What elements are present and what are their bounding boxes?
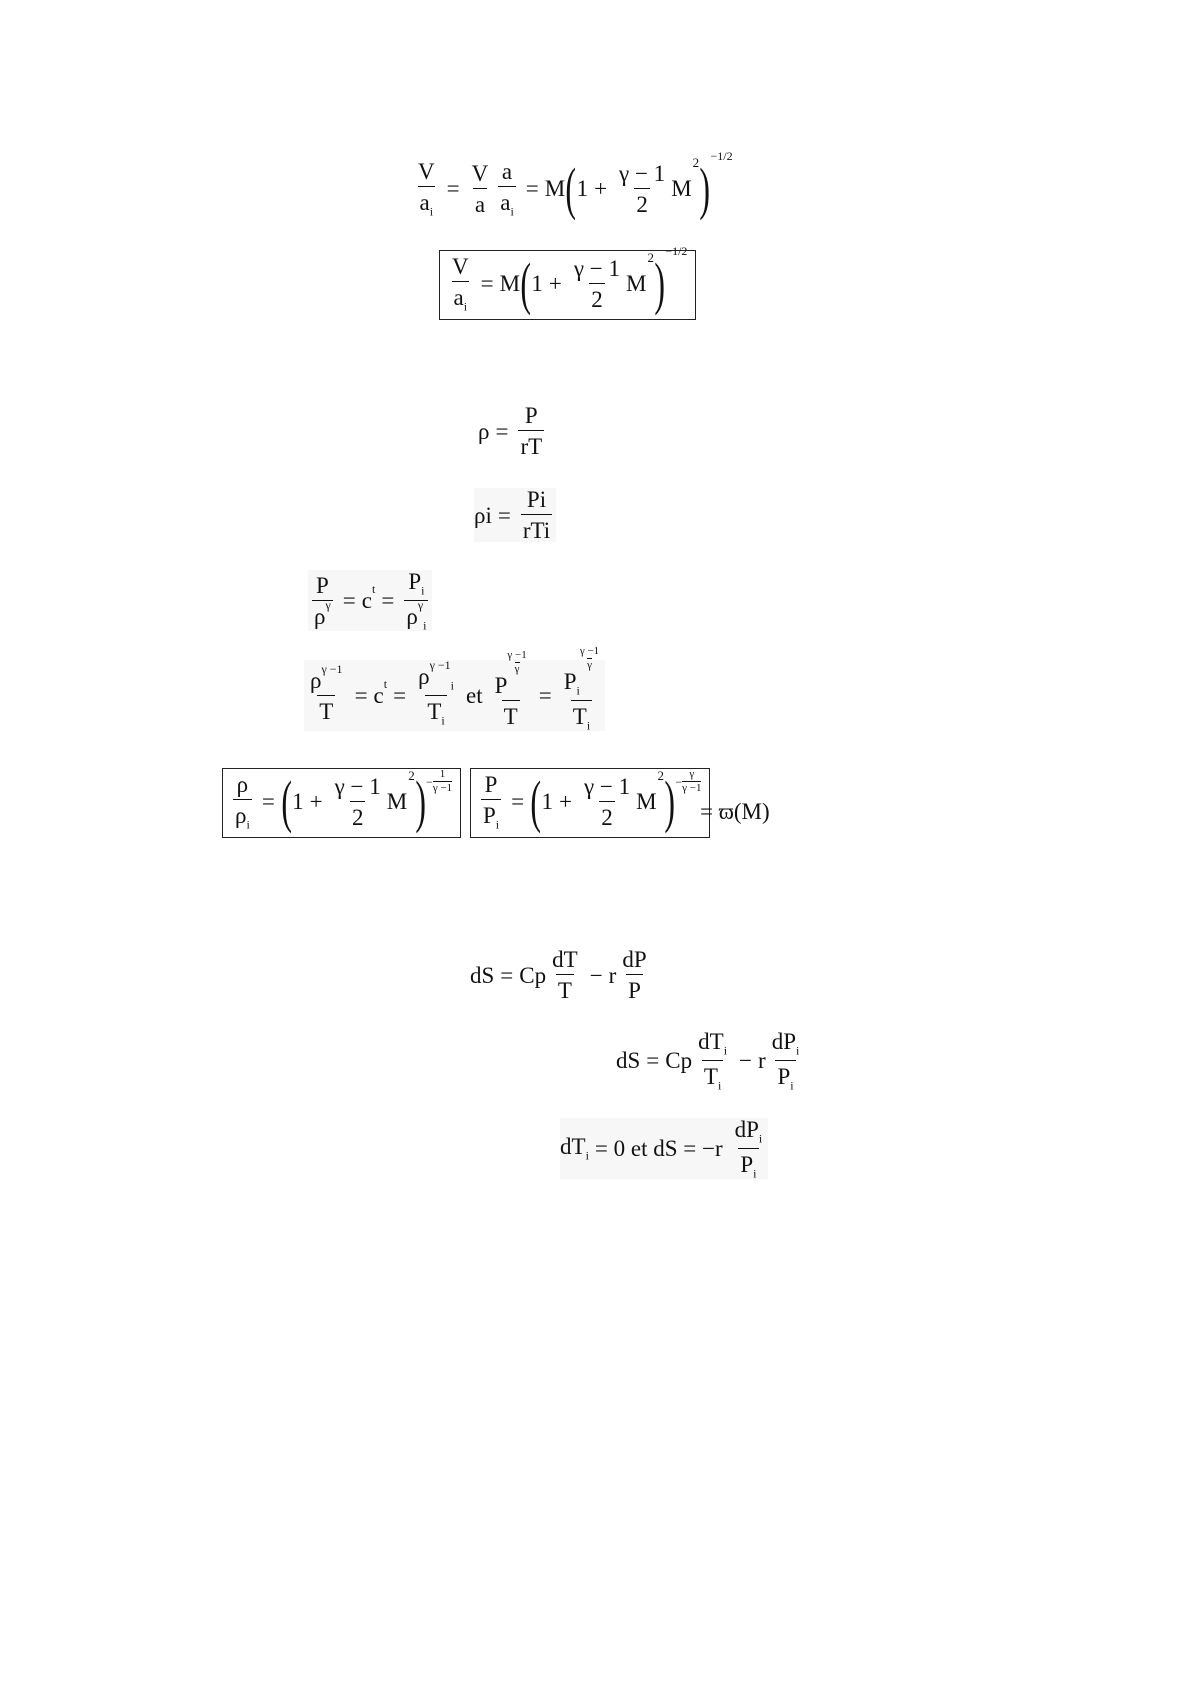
numerator: P <box>316 572 329 598</box>
exponent-fraction <box>580 646 599 671</box>
fraction-p-over-rt <box>518 404 544 458</box>
exponent-gamma-minus-one: γ −1 <box>429 658 451 673</box>
denominator <box>498 186 516 218</box>
exponent-t: t <box>372 582 376 597</box>
fraction-dp-over-p <box>620 948 648 1002</box>
denominator <box>418 186 436 218</box>
denominator: rT <box>518 430 544 458</box>
fraction-dpi-over-pi <box>770 1030 802 1091</box>
one: 1 <box>292 789 304 815</box>
exponent-numerator: γ −1 <box>507 648 527 661</box>
boxed-equation-pressure-ratio <box>470 768 710 838</box>
numerator <box>733 1118 765 1148</box>
subscript-i: i <box>576 683 580 698</box>
one: 1 <box>541 789 553 815</box>
symbol-p: P <box>740 1151 754 1177</box>
symbol-m: M <box>499 271 521 297</box>
exponent-2: 2 <box>692 155 700 170</box>
subscript-i: i <box>441 713 445 728</box>
subscript-i: i <box>423 618 427 633</box>
boxed-equation-density-ratio <box>222 768 461 838</box>
exponent-denominator: γ −1 <box>432 782 453 794</box>
minus-sign: − <box>739 1048 753 1074</box>
equation-velocity-ratio <box>412 149 733 221</box>
denominator <box>702 1060 723 1092</box>
equals-sign: = <box>538 683 552 709</box>
numerator: P <box>524 403 538 428</box>
exponent-2: 2 <box>647 250 654 265</box>
exponent-t: t <box>383 677 388 692</box>
subscript-i: i <box>510 204 514 219</box>
plus-sign: + <box>558 789 572 815</box>
symbol-p: P <box>494 672 508 698</box>
subscript-i: i <box>495 817 500 832</box>
equals-sign: = <box>500 962 514 988</box>
symbol-t: T <box>427 698 442 724</box>
symbol-p: P <box>777 1063 791 1089</box>
numerator: dT <box>552 947 578 972</box>
fraction-rho-over-rhoi <box>233 773 252 831</box>
equation-stagnation-density <box>474 488 556 542</box>
symbol-dt: dT <box>560 1134 586 1160</box>
symbol-m: M <box>626 271 647 297</box>
numerator: a <box>501 159 513 184</box>
symbol-rho: ρ <box>478 418 490 444</box>
plus-sign: + <box>548 271 562 297</box>
numerator: γ − 1 <box>573 255 621 281</box>
symbol-c: c <box>361 588 372 614</box>
exponent-numerator: γ <box>689 768 695 780</box>
exponent-numerator: γ −1 <box>579 645 600 657</box>
symbol-m: M <box>671 176 692 202</box>
subscript-i: i <box>753 1166 757 1181</box>
fraction-v-over-ai <box>416 160 437 218</box>
equation-isothermal-entropy <box>560 1118 768 1179</box>
subscript-i: i <box>585 1148 589 1163</box>
denominator <box>425 695 446 727</box>
denominator <box>452 281 470 313</box>
symbol-dt: dT <box>698 1029 724 1054</box>
exponent-fraction <box>433 769 452 794</box>
omega-of-m: = ϖ(M) <box>700 799 770 824</box>
symbol-p: P <box>408 569 422 594</box>
fraction-dpi-over-pi <box>733 1118 765 1179</box>
denominator: T <box>502 700 520 728</box>
numerator: dP <box>622 947 647 972</box>
subscript-i: i <box>586 718 591 733</box>
denominator <box>481 799 501 831</box>
fraction-p-over-rho-gamma <box>312 574 333 628</box>
equation-entropy-stagnation <box>616 1030 805 1091</box>
symbol-dti <box>560 1135 589 1162</box>
minus-sign: − <box>426 774 433 789</box>
right-paren: ) <box>415 768 426 834</box>
denominator <box>404 597 428 633</box>
exponent-gamma-minus-one: γ −1 <box>321 661 343 676</box>
exponent-gamma: γ <box>417 597 424 612</box>
constant <box>361 582 376 614</box>
symbol-m: M <box>544 176 566 202</box>
fraction-pi-over-rhoi-gamma <box>404 570 428 631</box>
denominator <box>775 1060 795 1092</box>
fraction-v-over-a <box>470 162 491 216</box>
exponent-fraction <box>507 650 526 675</box>
subscript-i: i <box>758 1131 763 1146</box>
fraction-gamma-minus-one-over-two <box>572 257 622 311</box>
subscript-i: i <box>717 1078 722 1093</box>
equals-sign: = <box>342 588 356 614</box>
fraction-gamma-minus-one-over-two <box>617 162 667 216</box>
symbol-ds: dS <box>616 1048 641 1074</box>
denominator: a <box>473 188 487 216</box>
numerator: Pi <box>526 487 547 512</box>
exponent-block <box>426 769 452 794</box>
denominator: 2 <box>634 188 650 216</box>
fraction-rhoi-pow-over-ti <box>416 658 456 728</box>
subscript-i: i <box>790 1078 794 1093</box>
exponent-block <box>675 769 701 794</box>
equals-sign: = <box>525 176 539 202</box>
denominator <box>233 799 252 831</box>
denominator: T <box>317 695 335 723</box>
symbol-rho: ρ <box>310 667 322 693</box>
right-paren: ) <box>664 768 676 834</box>
symbol-cp: Cp <box>519 962 547 988</box>
equals-sign: = <box>646 1048 660 1074</box>
fraction-p-over-pi <box>481 773 501 831</box>
fraction-v-over-ai <box>450 255 471 313</box>
symbol-rho: ρ <box>418 664 430 689</box>
symbol-c: c <box>373 683 384 709</box>
numerator: γ − 1 <box>583 773 631 799</box>
symbol-t: T <box>572 703 587 729</box>
subscript-i: i <box>723 1043 728 1058</box>
subscript-i: i <box>421 583 425 598</box>
exponent-denominator: γ −1 <box>682 782 702 794</box>
subscript-i: i <box>246 817 250 832</box>
equals-sign: = <box>511 789 525 815</box>
exponent-fraction <box>682 769 701 794</box>
denominator: rTi <box>521 514 552 542</box>
exponent-gamma: γ <box>325 597 331 612</box>
equals-sign: = <box>354 683 368 709</box>
denominator: 2 <box>599 801 615 829</box>
boxed-equation-velocity-ratio <box>439 244 696 320</box>
denominator: 2 <box>589 283 605 311</box>
subscript-i: i <box>795 1043 800 1058</box>
numerator: γ − 1 <box>619 160 666 186</box>
minus-sign: − <box>675 774 683 789</box>
left-paren: ( <box>530 768 542 834</box>
exponent-numerator: 1 <box>439 768 446 780</box>
numerator: ρ <box>236 772 249 797</box>
numerator: V <box>452 254 469 279</box>
symbol-r: r <box>608 962 617 988</box>
pressure-ratio-function <box>700 800 770 823</box>
denominator: T <box>556 974 574 1002</box>
left-paren: ( <box>565 155 577 221</box>
symbol-dp: dP <box>734 1117 759 1142</box>
plus-sign: + <box>594 176 608 202</box>
left-paren: ( <box>281 768 292 834</box>
symbol-pi <box>564 670 580 697</box>
equation-entropy-differential <box>470 948 653 1002</box>
equation-isentropic-pressure <box>308 570 432 631</box>
one: 1 <box>531 271 543 297</box>
symbol-p: P <box>563 669 577 694</box>
symbol-rho: ρ <box>235 803 247 828</box>
exponent-denominator: γ <box>514 662 520 675</box>
symbol-ds: dS <box>470 962 495 988</box>
equals-sign: = <box>495 418 509 444</box>
symbol-rho: ρ <box>314 603 326 629</box>
symbol-m: M <box>636 789 657 815</box>
exponent-2: 2 <box>408 768 415 783</box>
equals-sign: = <box>480 271 494 297</box>
equals-sign: = <box>446 176 460 202</box>
subscript-i: i <box>463 299 468 314</box>
symbol-m: M <box>386 789 408 815</box>
denominator <box>312 597 333 629</box>
equals-sign: = <box>497 502 511 528</box>
subscript-i: i <box>450 678 454 693</box>
numerator <box>770 1030 802 1060</box>
symbol-a: a <box>419 190 430 215</box>
fraction-gamma-minus-one-over-two <box>333 775 383 829</box>
denominator <box>738 1148 758 1180</box>
right-paren: ) <box>699 155 711 221</box>
denominator <box>571 700 592 732</box>
equals-sign: = <box>261 789 275 815</box>
plus-sign: + <box>309 789 323 815</box>
exponent-minus-half: −1/2 <box>710 149 733 163</box>
one: 1 <box>576 176 589 202</box>
numerator <box>416 658 456 695</box>
left-paren: ( <box>520 250 532 316</box>
symbol-a: a <box>500 190 511 215</box>
symbol-dp: dP <box>771 1029 796 1054</box>
numerator <box>696 1030 729 1060</box>
subscript-i: i <box>429 204 434 219</box>
symbol-p: P <box>483 803 496 828</box>
symbol-cp: Cp <box>665 1048 693 1074</box>
fraction-dti-over-ti <box>696 1030 729 1091</box>
constant <box>373 677 388 709</box>
equation-text: = 0 et dS = −r <box>594 1136 723 1162</box>
fraction-pi-over-rti <box>521 488 552 542</box>
word-et: et <box>466 683 483 709</box>
fraction-dt-over-t <box>550 948 580 1002</box>
denominator: P <box>626 974 643 1002</box>
symbol-rhoi: ρi <box>474 502 492 528</box>
symbol-r: r <box>758 1048 766 1074</box>
right-paren: ) <box>654 250 665 316</box>
symbol-a: a <box>453 285 464 310</box>
numerator: P <box>484 772 498 797</box>
exponent-denominator: γ <box>587 659 592 671</box>
symbol-t: T <box>703 1063 718 1089</box>
numerator: γ − 1 <box>334 773 381 799</box>
numerator: V <box>418 159 435 184</box>
denominator: 2 <box>350 801 366 829</box>
fraction-gamma-minus-one-over-two <box>582 775 632 829</box>
exponent-2: 2 <box>657 768 665 783</box>
minus-sign: − <box>589 962 603 988</box>
equation-density <box>478 404 548 458</box>
numerator <box>406 570 426 600</box>
symbol-rho: ρ <box>406 603 418 629</box>
exponent-minus-half: −1/2 <box>665 244 688 258</box>
fraction-a-over-ai <box>498 160 516 218</box>
equals-sign: = <box>393 683 407 709</box>
equals-sign: = <box>381 588 395 614</box>
numerator: V <box>471 160 489 186</box>
